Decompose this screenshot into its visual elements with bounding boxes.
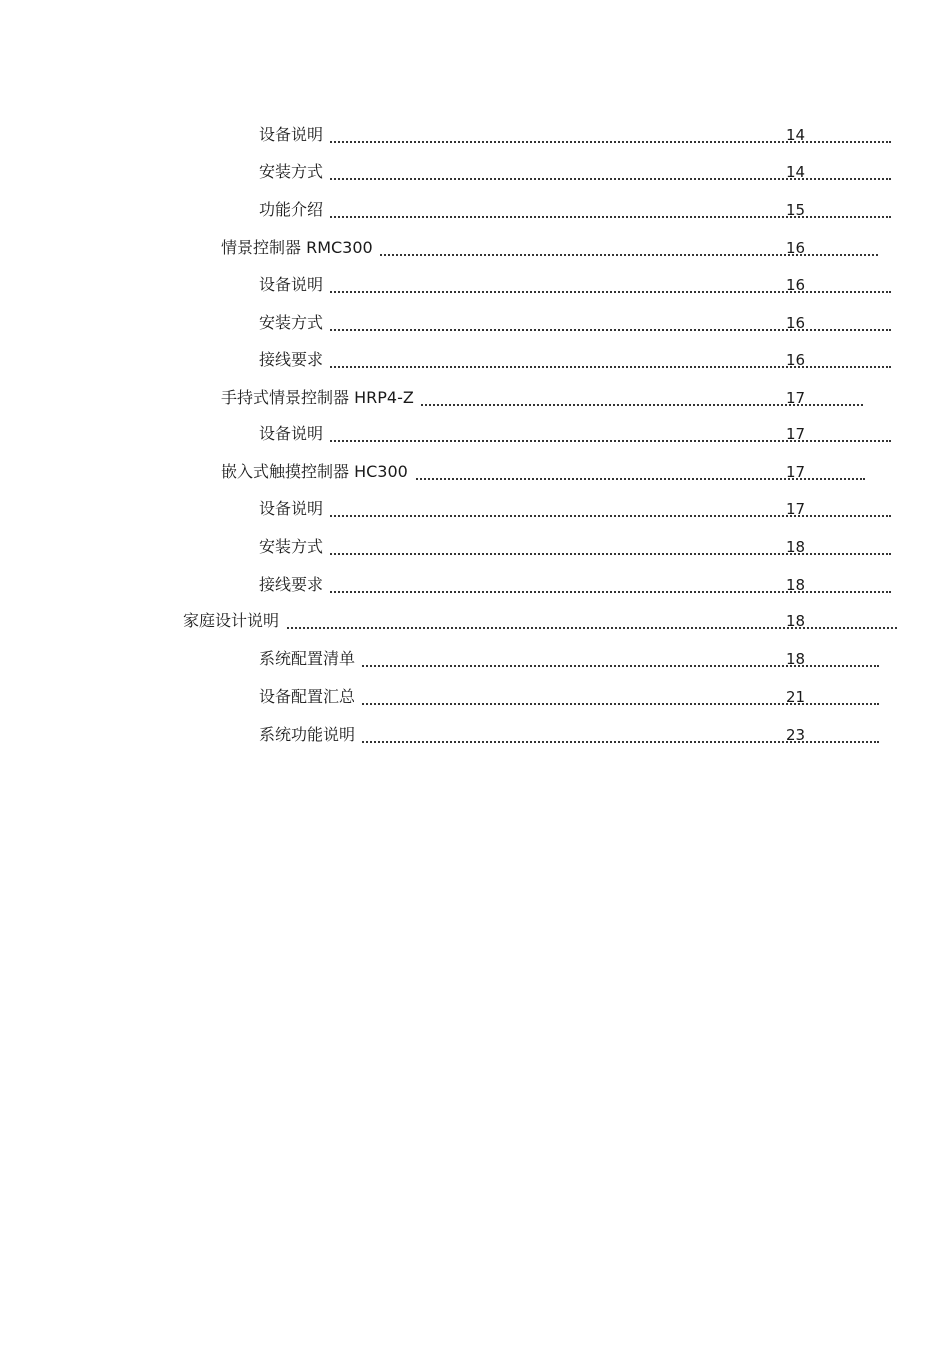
toc-entry-title: 设备说明 [259, 272, 329, 298]
toc-entry [259, 122, 891, 148]
toc-page-number: 16 [786, 314, 806, 332]
toc-entry-title: 设备配置汇总 [259, 684, 361, 710]
toc-entry [183, 608, 897, 634]
toc-entry-title: 安装方式 [259, 310, 329, 336]
toc-entry [259, 197, 891, 223]
toc-page-number: 18 [786, 538, 806, 556]
toc-entry-title: 接线要求 [259, 572, 329, 598]
toc-entry [259, 722, 879, 748]
toc-page-number: 21 [786, 688, 806, 706]
toc-entry [259, 159, 891, 185]
toc-entry-title: 安装方式 [259, 159, 329, 185]
toc-page-number: 18 [786, 650, 806, 668]
toc-entry-title: 系统功能说明 [259, 722, 361, 748]
toc-entry [259, 421, 891, 447]
toc-page-number: 16 [786, 276, 806, 294]
toc-entry-title: 功能介绍 [259, 197, 329, 223]
toc-page-number: 17 [786, 389, 806, 407]
toc-page-number: 16 [786, 239, 806, 257]
toc-page-number: 15 [786, 201, 806, 219]
toc-entry [259, 272, 891, 298]
toc-page-number: 18 [786, 612, 806, 630]
toc-page-number: 17 [786, 425, 806, 443]
toc-entry-title: 安装方式 [259, 534, 329, 560]
toc-entry [259, 496, 891, 522]
toc-page-number: 23 [786, 726, 806, 744]
toc-entry-title: 情景控制器 RMC300 [221, 235, 379, 261]
toc-page-number: 14 [786, 126, 806, 144]
toc-entry [259, 310, 891, 336]
toc-entry-title: 手持式情景控制器 HRP4-Z [221, 385, 420, 411]
toc-page-number: 18 [786, 576, 806, 594]
toc-entry [259, 572, 891, 598]
toc-entry [221, 459, 865, 485]
toc-page-number: 17 [786, 500, 806, 518]
toc-entry-title: 设备说明 [259, 496, 329, 522]
toc-entry-title: 嵌入式触摸控制器 HC300 [221, 459, 414, 485]
toc-page-number: 16 [786, 351, 806, 369]
toc-entry [259, 646, 879, 672]
toc-entry-title: 接线要求 [259, 347, 329, 373]
toc-entry [221, 385, 863, 411]
toc-entry [259, 684, 879, 710]
toc-page-number: 14 [786, 163, 806, 181]
toc-page-number: 17 [786, 463, 806, 481]
toc-entry [259, 534, 891, 560]
toc-entry-title: 设备说明 [259, 421, 329, 447]
toc-entry [259, 347, 891, 373]
toc-entry-title: 家庭设计说明 [183, 608, 285, 634]
toc-entry-title: 设备说明 [259, 122, 329, 148]
toc-entry [221, 235, 878, 261]
toc-entry-title: 系统配置清单 [259, 646, 361, 672]
